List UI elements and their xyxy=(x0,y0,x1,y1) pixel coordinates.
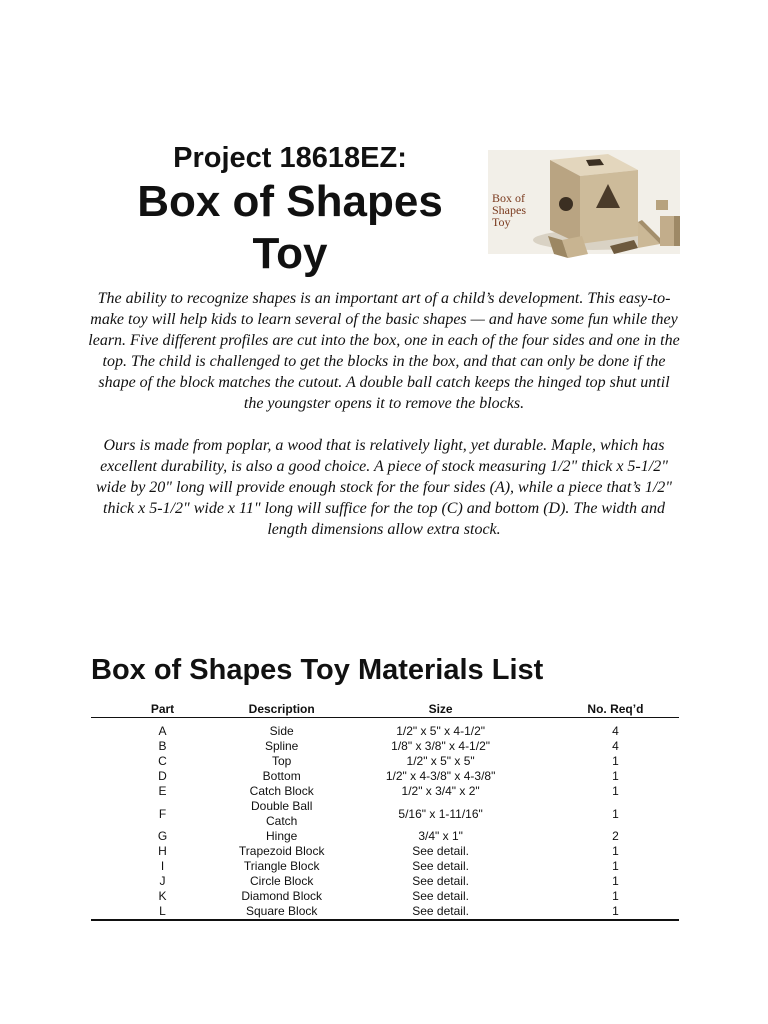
cell-description: Spline xyxy=(265,739,299,753)
cell-description: Side xyxy=(269,724,294,738)
table-row xyxy=(91,889,679,904)
cell-part: B xyxy=(158,739,167,753)
cell-description: Diamond Block xyxy=(241,889,323,903)
table-row xyxy=(91,799,679,829)
cell-description: Bottom xyxy=(262,769,301,783)
intro-text xyxy=(88,288,680,561)
cell-quantity: 4 xyxy=(612,724,619,738)
table-row xyxy=(91,859,679,874)
cell-size: 1/8" x 3/8" x 4-1/2" xyxy=(391,739,491,753)
column-header-part: Part xyxy=(91,700,234,718)
cell-size: 1/2" x 5" x 5" xyxy=(406,754,475,768)
cell-part: D xyxy=(158,769,167,783)
cell-description: Top xyxy=(272,754,292,768)
cell-part: K xyxy=(158,889,167,903)
cell-size: 1/2" x 3/4" x 2" xyxy=(401,784,480,798)
table-row xyxy=(91,829,679,844)
cell-description: Catch Block xyxy=(249,784,314,798)
cell-quantity: 1 xyxy=(612,754,619,768)
cell-size: See detail. xyxy=(412,889,469,903)
page-title-line-2: Toy xyxy=(252,229,328,278)
cell-description: Double Ball Catch xyxy=(251,799,313,828)
cell-quantity: 1 xyxy=(552,904,679,920)
table-row xyxy=(91,874,679,889)
cell-quantity: 1 xyxy=(612,769,619,783)
column-header-size: Size xyxy=(329,700,551,718)
table-row xyxy=(91,724,679,739)
cell-size: See detail. xyxy=(412,844,469,858)
cell-size: 1/2" x 4-3/8" x 4-3/8" xyxy=(385,769,496,783)
cell-size: 3/4" x 1" xyxy=(418,829,463,843)
cell-quantity: 2 xyxy=(612,829,619,843)
cell-quantity: 1 xyxy=(612,784,619,798)
cell-quantity: 1 xyxy=(612,889,619,903)
cell-quantity: 1 xyxy=(612,859,619,873)
table-row xyxy=(91,844,679,859)
cell-part: G xyxy=(157,829,168,843)
cell-part: H xyxy=(158,844,167,858)
cell-description: Circle Block xyxy=(250,874,314,888)
intro-paragraph-1: The ability to recognize shapes is an important art of a child’s development. This easy-to-make toy will help kids to learn several of the basic shapes — and have some fun while they learn. Five different profiles are cut into the box, one in each of the four sides and one in the top. The child is challenged to get the blocks in the box, and that can only be done if the shape of the block matches the cutout. A double ball catch keeps the hinged top shut until the youngster opens it to remove the blocks. xyxy=(88,290,680,412)
cell-quantity: 4 xyxy=(612,739,619,753)
table-row xyxy=(91,769,679,784)
cell-description: Hinge xyxy=(266,829,298,843)
column-header-description: Description xyxy=(234,700,329,718)
cell-part: L xyxy=(91,904,234,920)
table-row xyxy=(91,754,679,769)
project-number: Project 18618EZ: xyxy=(173,142,407,174)
table-header-row xyxy=(91,700,679,718)
cell-size: See detail. xyxy=(329,904,551,920)
cell-quantity: 1 xyxy=(612,806,619,821)
materials-table xyxy=(91,700,679,921)
cell-part: E xyxy=(158,784,167,798)
intro-paragraph-2: Ours is made from poplar, a wood that is relatively light, yet durable. Maple, which has excellent durability, is also a good choice. A piece of stock measuring 1/2" thick x 5-1/2" wide by 20" long will provide enough stock for the four sides (A), while a piece that’s 1/2" thick x 5-1/2" wide x 11" long will suffice for the top (C) and bottom (D). The width and length dimensions allow extra stock. xyxy=(95,437,673,538)
cell-description: Triangle Block xyxy=(243,859,320,873)
cell-part: J xyxy=(159,874,166,888)
column-header-quantity: No. Req’d xyxy=(552,700,679,718)
table-row xyxy=(91,739,679,754)
cell-size: See detail. xyxy=(412,874,469,888)
cell-description: Trapezoid Block xyxy=(238,844,325,858)
cell-part: A xyxy=(158,724,167,738)
cell-quantity: 1 xyxy=(612,844,619,858)
title-block xyxy=(120,140,460,280)
cell-size: See detail. xyxy=(412,859,469,873)
cell-part: F xyxy=(158,806,167,821)
cell-size: 5/16" x 1-11/16" xyxy=(398,806,483,821)
photo-title-line-1: Box of xyxy=(492,191,525,205)
project-photo xyxy=(488,144,680,260)
photo-title-line-3: Toy xyxy=(492,215,511,229)
materials-table-body xyxy=(91,724,679,920)
cell-part: I xyxy=(160,859,165,873)
cell-part: C xyxy=(158,754,167,768)
cell-size: 1/2" x 5" x 4-1/2" xyxy=(396,724,486,738)
photo-title-line-2: Shapes xyxy=(492,203,526,217)
table-row xyxy=(91,904,679,920)
table-row xyxy=(91,784,679,799)
materials-list-heading: Box of Shapes Toy Materials List xyxy=(91,654,544,686)
page-title-line-1: Box of Shapes xyxy=(137,177,443,226)
photo-title xyxy=(492,192,542,228)
cell-description: Square Block xyxy=(234,904,329,920)
cell-quantity: 1 xyxy=(612,874,619,888)
